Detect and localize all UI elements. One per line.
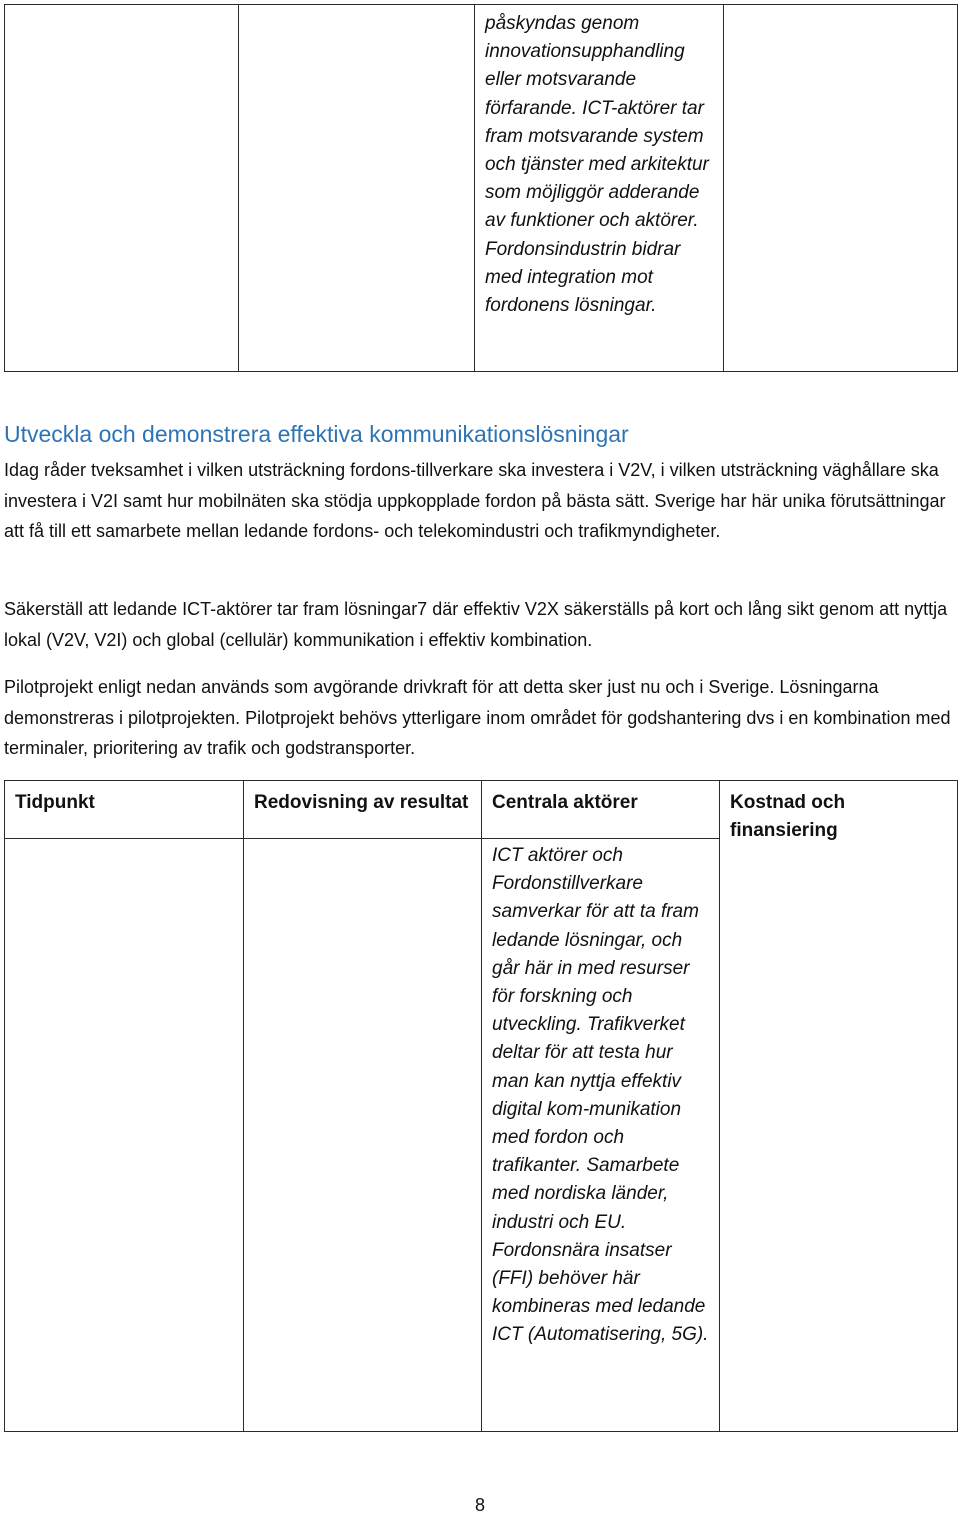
header-cell-tidpunkt — [5, 781, 244, 839]
header-label: Kostnad och finansiering — [730, 792, 846, 841]
table-header-row — [5, 781, 958, 839]
body-paragraph: Pilotprojekt enligt nedan används som avgörande drivkraft för att detta sker just nu och i Sverige. Lösningarna demonstreras i pilotprojekten. Pilotprojekt behövs ytterligare inom området för godshantering dvs i en kombination med terminaler, prioritering av trafik och godstransporter. — [4, 677, 951, 758]
header-cell-kostnad — [720, 781, 958, 1432]
header-label: Redovisning av resultat — [254, 792, 469, 813]
body-paragraph: Idag råder tveksamhet i vilken utsträckning fordons-tillverkare ska investera i V2V, i vilken utsträckning väghållare ska investera i V2I samt hur mobilnäten ska stödja uppkopplade fordon på bästa sätt. Sverige har här unika förutsättningar att få till ett samarbete mellan ledande fordons- och telekomindustri och trafikmyndigheter. — [4, 460, 946, 541]
top-table-cell-text: påskyndas genom innovationsupphandling eller motsvarande förfarande. ICT-aktörer tar fram motsvarande system och tjänster med arkitektur som möjliggör adderande av funktioner och aktörer. Fordonsindustrin bidrar med integration mot fordonens lösningar. — [485, 13, 709, 317]
body-paragraph: Säkerställ att ledande ICT-aktörer tar fram lösningar7 där effektiv V2X säkerställs på kort och lång sikt genom att nyttja lokal (V2V, V2I) och global (cellulär) kommunikation i effektiv kombination. — [4, 599, 948, 650]
header-cell-redovisning — [244, 781, 482, 839]
top-table-cell-1 — [5, 5, 239, 372]
body-cell-tidpunkt — [5, 839, 244, 1432]
header-label: Centrala aktörer — [492, 792, 638, 813]
top-table-cell-4 — [724, 5, 958, 372]
actors-cell-text: ICT aktörer och Fordonstillverkare samverkar för att ta fram ledande lösningar, och går här in med resurser för forskning och utveckling. Trafikverket deltar för att testa hur man kan nyttja effektiv digital kom-munikation med fordon och trafikanter. Samarbete med nordiska länder, industri och EU. Fordonsnära insatser (FFI) behöver här kombineras med ledande ICT (Automatisering, 5G). — [492, 845, 709, 1346]
body-cell-redovisning — [244, 839, 482, 1432]
body-cell-centrala-aktorer — [482, 839, 720, 1432]
top-table — [4, 4, 958, 372]
table-row — [5, 5, 958, 372]
bottom-table — [4, 780, 958, 1432]
header-cell-centrala-aktorer — [482, 781, 720, 839]
top-table-cell-2 — [239, 5, 475, 372]
top-table-cell-3 — [475, 5, 724, 372]
header-label: Tidpunkt — [15, 792, 95, 813]
section-heading: Utveckla och demonstrera effektiva kommunikationslösningar — [4, 421, 629, 447]
page-number: 8 — [474, 1495, 485, 1515]
